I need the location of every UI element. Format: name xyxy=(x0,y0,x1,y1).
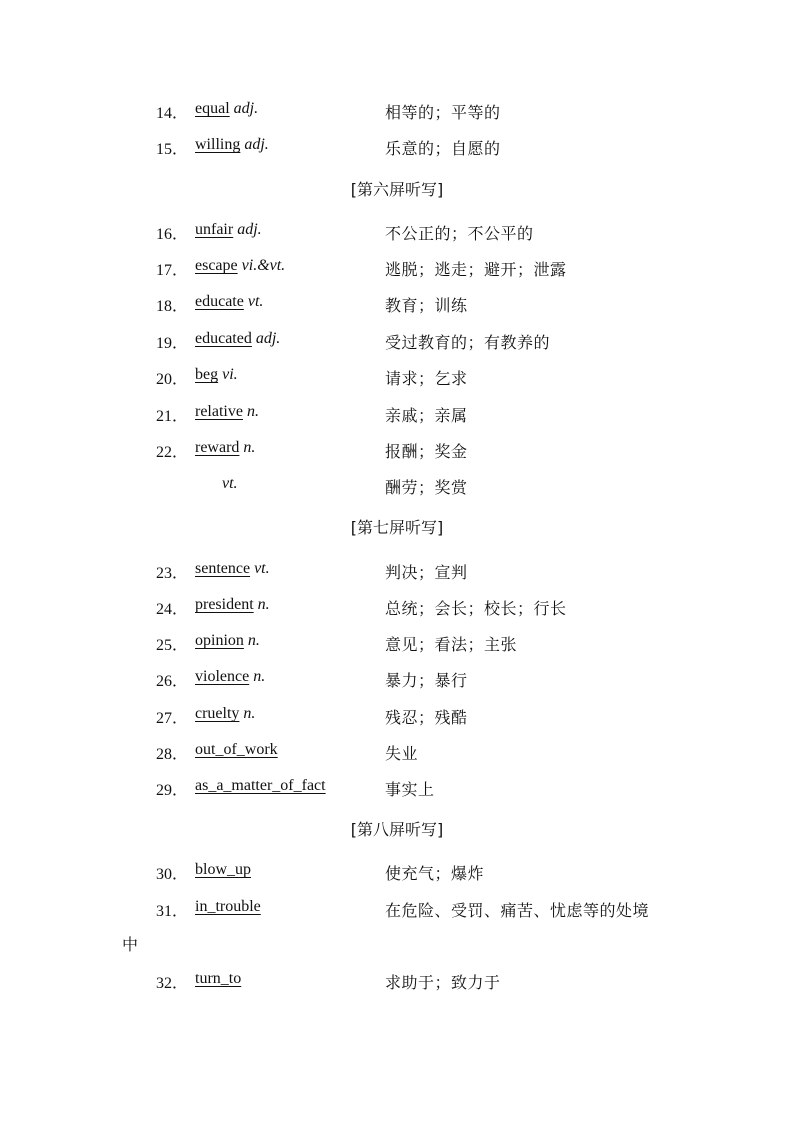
item-number: 15． xyxy=(156,141,189,158)
item-word: in_trouble xyxy=(195,898,261,915)
item-word: out_of_work xyxy=(195,741,278,758)
item-number: 17． xyxy=(156,262,189,279)
item-meaning: 在危险、受罚、痛苦、忧虑等的处境 xyxy=(385,901,650,920)
item-word: president xyxy=(195,596,254,613)
item-term xyxy=(195,221,262,239)
item-term xyxy=(195,861,251,879)
vocab-row xyxy=(0,898,794,920)
item-meaning: 使充气；爆炸 xyxy=(385,864,485,883)
item-number: 24． xyxy=(156,601,189,618)
item-term xyxy=(195,136,269,154)
vocab-row xyxy=(0,596,794,618)
item-term xyxy=(195,439,255,457)
item-pos: adj. xyxy=(233,100,259,117)
item-pos: vt. xyxy=(247,293,264,310)
item-word: sentence xyxy=(195,560,251,577)
item-meaning: 不公正的；不公平的 xyxy=(385,224,534,243)
item-number: 23． xyxy=(156,565,189,582)
item-word: beg xyxy=(195,366,219,383)
vocab-row xyxy=(0,668,794,690)
item-word: turn_to xyxy=(195,970,242,987)
item-word: cruelty xyxy=(195,705,240,722)
item-pos: n. xyxy=(247,632,260,649)
item-word: opinion xyxy=(195,632,244,649)
item-meaning: 求助于；致力于 xyxy=(385,973,501,992)
vocab-row xyxy=(0,439,794,461)
vocab-row xyxy=(0,741,794,763)
item-term xyxy=(195,970,241,988)
item-word: violence xyxy=(195,668,250,685)
item-number: 27． xyxy=(156,710,189,727)
item-term xyxy=(195,741,278,759)
item-word: reward xyxy=(195,439,240,456)
item-term xyxy=(195,366,238,384)
item-word: as_a_matter_of_fact xyxy=(195,777,326,794)
section-heading: [第六屏听写] xyxy=(350,180,444,199)
item-term xyxy=(195,560,270,578)
item-term xyxy=(195,596,270,614)
item-word: willing xyxy=(195,136,241,153)
vocab-row xyxy=(0,861,794,883)
item-term xyxy=(195,898,261,916)
vocab-row xyxy=(0,221,794,243)
item-pos: adj. xyxy=(237,221,262,238)
vocab-row xyxy=(0,403,794,425)
item-term xyxy=(195,330,280,348)
item-term xyxy=(195,632,260,650)
item-number: 20． xyxy=(156,371,189,388)
vocab-row xyxy=(0,330,794,352)
item-word: educate xyxy=(195,293,244,310)
item-pos: n. xyxy=(257,596,270,613)
item-pos: adj. xyxy=(255,330,281,347)
vocab-row xyxy=(0,136,794,158)
item-pos: vi. xyxy=(222,366,238,383)
item-number: 14． xyxy=(156,105,189,122)
item-pos: vt. xyxy=(254,560,270,577)
item-meaning: 报酬；奖金 xyxy=(385,442,468,461)
item-meaning: 乐意的；自愿的 xyxy=(385,139,501,158)
item-number: 16． xyxy=(156,226,189,243)
vocab-row xyxy=(0,100,794,122)
item-meaning-wrap: 中 xyxy=(122,935,139,954)
item-meaning: 失业 xyxy=(385,744,419,763)
item-meaning: 总统；会长；校长；行长 xyxy=(385,599,567,618)
item-meaning: 暴力；暴行 xyxy=(385,671,468,690)
item-meaning: 受过教育的；有教养的 xyxy=(385,333,551,352)
item-number: 31． xyxy=(156,903,189,920)
section-heading: [第七屏听写] xyxy=(350,518,444,537)
item-pos: n. xyxy=(243,705,256,722)
item-pos: adj. xyxy=(244,136,269,153)
item-number: 25． xyxy=(156,637,189,654)
item-number: 30． xyxy=(156,866,189,883)
item-term xyxy=(195,293,263,311)
item-pos: n. xyxy=(243,439,256,456)
item-pos: n. xyxy=(253,668,266,685)
item-pos: vi.&vt. xyxy=(241,257,286,274)
item-word: escape xyxy=(195,257,238,274)
item-number: 22． xyxy=(156,444,189,461)
vocab-row xyxy=(0,257,794,279)
item-term xyxy=(195,668,265,686)
item-meaning: 残忍；残酷 xyxy=(385,708,468,727)
item-term xyxy=(195,403,259,421)
item-word: relative xyxy=(195,403,243,420)
item-pos: n. xyxy=(246,403,259,420)
item-number: 19． xyxy=(156,335,189,352)
vocab-row xyxy=(0,366,794,388)
item-word: unfair xyxy=(195,221,234,238)
item-term xyxy=(195,257,285,275)
item-term xyxy=(195,705,255,723)
section-heading: [第八屏听写] xyxy=(350,820,444,839)
vocab-row xyxy=(0,560,794,582)
item-term xyxy=(195,100,258,118)
item-meaning: 教育；训练 xyxy=(385,296,468,315)
item-meaning: 请求；乞求 xyxy=(385,369,468,388)
item-meaning: 逃脱；逃走；避开；泄露 xyxy=(385,260,567,279)
item-pos: vt. xyxy=(222,475,238,492)
item-number: 32． xyxy=(156,975,189,992)
item-meaning: 事实上 xyxy=(385,780,435,799)
vocab-row-continuation xyxy=(0,475,794,497)
item-number: 28． xyxy=(156,746,189,763)
item-meaning: 亲戚；亲属 xyxy=(385,406,468,425)
item-meaning: 意见；看法；主张 xyxy=(385,635,518,654)
item-number: 29． xyxy=(156,782,189,799)
vocab-row xyxy=(0,705,794,727)
item-number: 18． xyxy=(156,298,189,315)
vocab-row xyxy=(0,293,794,315)
item-number: 26． xyxy=(156,673,189,690)
item-word: blow_up xyxy=(195,861,251,878)
item-meaning: 判决；宣判 xyxy=(385,563,468,582)
item-term xyxy=(195,777,326,795)
item-word: educated xyxy=(195,330,252,347)
item-word: equal xyxy=(195,100,230,117)
vocab-row xyxy=(0,632,794,654)
item-number: 21． xyxy=(156,408,189,425)
item-meaning: 相等的；平等的 xyxy=(385,103,501,122)
item-meaning: 酬劳；奖赏 xyxy=(385,478,468,497)
vocab-row xyxy=(0,970,794,992)
vocab-row xyxy=(0,777,794,799)
